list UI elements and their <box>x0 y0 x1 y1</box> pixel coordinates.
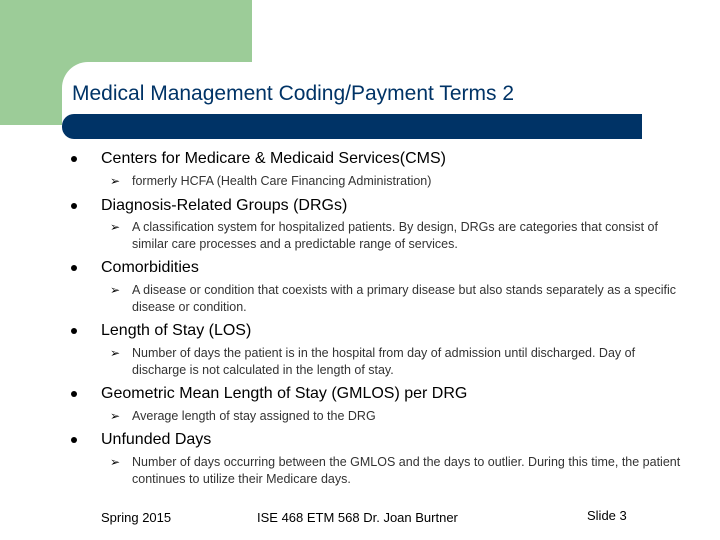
footer-date: Spring 2015 <box>101 510 172 525</box>
bullet-item <box>101 385 467 403</box>
sub-bullet-item <box>110 345 688 379</box>
bullet-term: Geometric Mean Length of Stay (GMLOS) per DRG <box>101 385 468 402</box>
arrow-bullet-icon: ➢ <box>110 409 121 423</box>
bullet-term: Unfunded Days <box>101 431 212 448</box>
sub-bullet-text: Average length of stay assigned to the DRG <box>132 409 376 423</box>
arrow-bullet-icon: ➢ <box>110 174 121 188</box>
footer-slide-number: Slide 3 <box>587 508 627 523</box>
arrow-bullet-icon: ➢ <box>110 346 121 360</box>
sub-bullet-text: Number of days the patient is in the hospital from day of admission until discharged. Day of discharge is not calculated in the length of stay. <box>132 346 636 377</box>
bullet-dot-icon <box>71 391 77 397</box>
bullet-item <box>101 150 446 168</box>
sub-bullet-text: A classification system for hospitalized patients. By design, DRGs are categories that consist of similar care processes and a predictable range of services. <box>132 220 658 251</box>
bullet-term: Comorbidities <box>101 259 199 276</box>
sub-bullet-item <box>110 408 688 425</box>
arrow-bullet-icon: ➢ <box>110 455 121 469</box>
bullet-dot-icon <box>71 437 77 443</box>
arrow-bullet-icon: ➢ <box>110 283 121 297</box>
bullet-dot-icon <box>71 328 77 334</box>
bullet-term: Centers for Medicare & Medicaid Services(CMS) <box>101 150 446 167</box>
sub-bullet-item <box>110 454 688 488</box>
sub-bullet-text: Number of days occurring between the GMLOS and the days to outlier. During this time, the patient continues to utilize their Medicare days. <box>132 455 681 486</box>
bullet-item <box>101 431 211 449</box>
bullet-dot-icon <box>71 203 77 209</box>
arrow-bullet-icon: ➢ <box>110 220 121 234</box>
title-underline-bar <box>62 114 642 139</box>
bullet-item <box>101 259 199 277</box>
sub-bullet-item <box>110 219 688 253</box>
sub-bullet-text: formerly HCFA (Health Care Financing Administration) <box>132 174 432 188</box>
bullet-item <box>101 197 347 215</box>
sub-bullet-text: A disease or condition that coexists with a primary disease but also stands separately as a specific disease or condition. <box>132 283 677 314</box>
bullet-term: Diagnosis-Related Groups (DRGs) <box>101 197 348 214</box>
footer-course: ISE 468 ETM 568 Dr. Joan Burtner <box>257 510 458 525</box>
bullet-dot-icon <box>71 156 77 162</box>
sub-bullet-item <box>110 282 688 316</box>
bullet-item <box>101 322 251 340</box>
bullet-dot-icon <box>71 265 77 271</box>
bullet-term: Length of Stay (LOS) <box>101 322 252 339</box>
slide-title: Medical Management Coding/Payment Terms 2 <box>72 82 514 105</box>
sub-bullet-item <box>110 173 688 190</box>
